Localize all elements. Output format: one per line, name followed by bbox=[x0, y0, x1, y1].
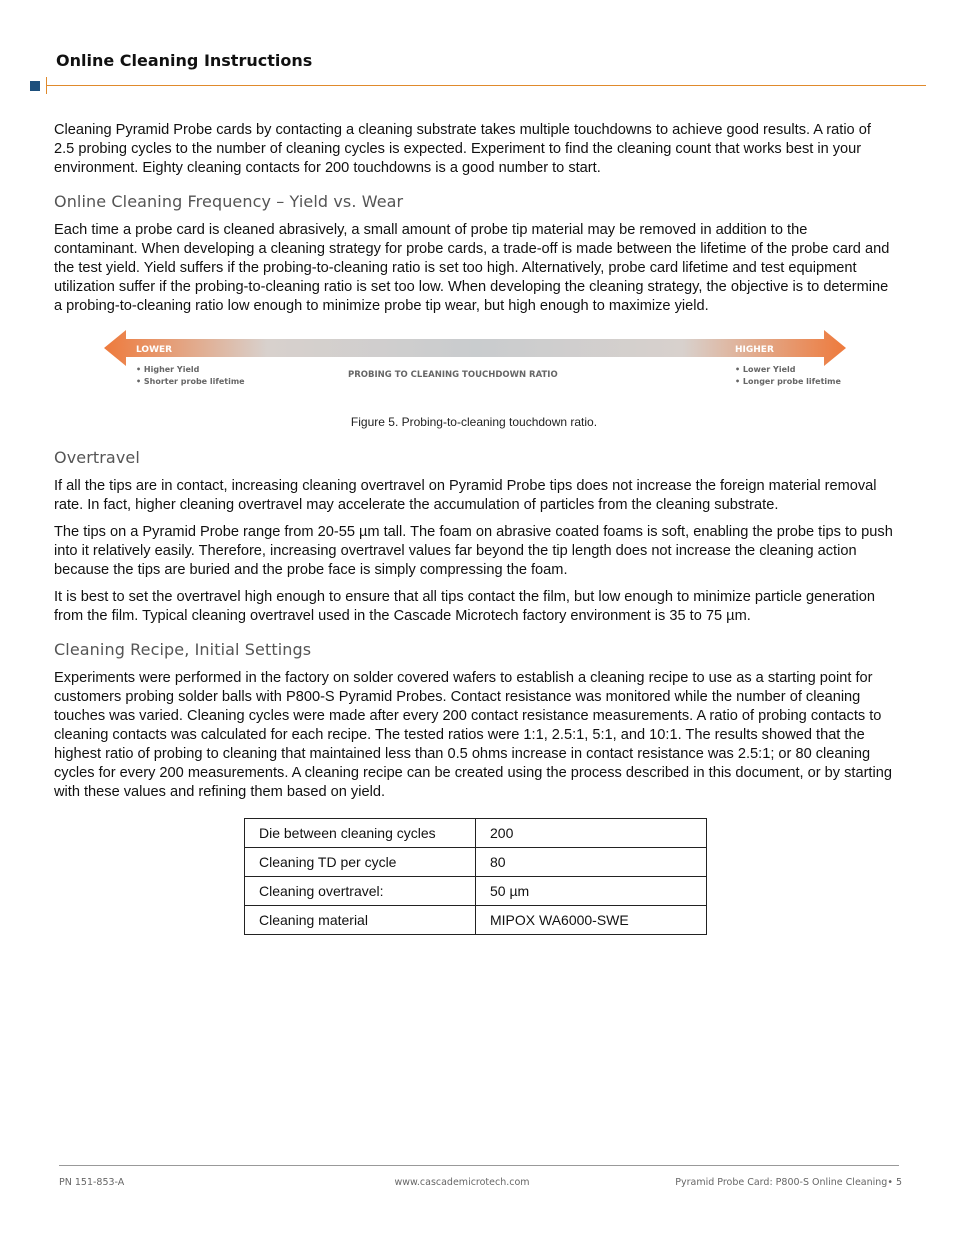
table-row bbox=[245, 906, 707, 935]
ratio-arrow-graphic bbox=[102, 330, 848, 398]
figure-caption: Figure 5. Probing-to-cleaning touchdown ratio. bbox=[350, 415, 598, 429]
frequency-paragraph: Each time a probe card is cleaned abrasively, a small amount of probe tip material may be removed in addition to the contaminant. When developing a cleaning strategy for probe cards, a trade-off is made between the lifetime of the probe card and the test yield. Yield suffers if the probing-to-cleaning ratio is set too high. Alternatively, probe card lifetime and test equipment utilization suffer if the probing-to-cleaning ratio is set too low. When developing the cleaning strategy, the objective is to determine a probing-to-cleaning ratio low enough to minimize probe tip wear, but high enough to maximize yield. bbox=[54, 222, 890, 314]
table-cell-value: MIPOX WA6000-SWE bbox=[476, 906, 707, 935]
document-body bbox=[54, 121, 894, 935]
footer-page-title: Pyramid Probe Card: P800-S Online Cleaning• 5 bbox=[675, 1177, 902, 1188]
left-bullet-lifetime: • Shorter probe lifetime bbox=[136, 377, 245, 386]
page-header-title: Online Cleaning Instructions bbox=[56, 51, 313, 70]
section-heading-recipe: Cleaning Recipe, Initial Settings bbox=[54, 640, 312, 659]
higher-label: HIGHER bbox=[735, 345, 774, 355]
header-accent-square bbox=[30, 81, 40, 91]
footer-website: www.cascademicrotech.com bbox=[394, 1177, 530, 1188]
table-cell-label: Cleaning material bbox=[245, 906, 476, 935]
table-cell-value: 50 µm bbox=[476, 877, 707, 906]
right-bullet-yield: • Lower Yield bbox=[735, 365, 796, 374]
table-row bbox=[245, 819, 707, 848]
overtravel-paragraph-1: If all the tips are in contact, increasing cleaning overtravel on Pyramid Probe tips does not increase the foreign material removal rate. In fact, higher cleaning overtravel may accelerate the accumulation of particles from the cleaning substrate. bbox=[54, 478, 877, 513]
table-cell-label: Cleaning overtravel: bbox=[245, 877, 476, 906]
table-row bbox=[245, 877, 707, 906]
left-bullet-yield: • Higher Yield bbox=[136, 365, 200, 374]
center-axis-label: PROBING TO CLEANING TOUCHDOWN RATIO bbox=[348, 370, 558, 380]
table-cell-label: Die between cleaning cycles bbox=[245, 819, 476, 848]
ratio-figure bbox=[54, 330, 894, 434]
section-heading-frequency: Online Cleaning Frequency – Yield vs. Wear bbox=[54, 192, 404, 211]
table-cell-value: 200 bbox=[476, 819, 707, 848]
footer-rule bbox=[59, 1165, 899, 1166]
table-row bbox=[245, 848, 707, 877]
section-heading-overtravel: Overtravel bbox=[54, 448, 140, 467]
intro-paragraph: Cleaning Pyramid Probe cards by contacting a cleaning substrate takes multiple touchdowns to achieve good results. A ratio of 2.5 probing cycles to the number of cleaning cycles is expected. Experiment to find the cleaning count that works best in your environment. Eighty cleaning contacts for 200 touchdowns is a good number to start. bbox=[54, 122, 871, 176]
right-bullet-lifetime: • Longer probe lifetime bbox=[735, 377, 841, 386]
lower-label: LOWER bbox=[136, 345, 173, 355]
table-cell-value: 80 bbox=[476, 848, 707, 877]
table-cell-label: Cleaning TD per cycle bbox=[245, 848, 476, 877]
overtravel-paragraph-2: The tips on a Pyramid Probe range from 20-55 µm tall. The foam on abrasive coated foams is soft, enabling the probe tips to push into it relatively easily. Therefore, increasing overtravel values far beyond the tip length does not increase the cleaning action because the tips are buried and the probe face is simply compressing the foam. bbox=[54, 524, 893, 578]
footer-part-number: PN 151-853-A bbox=[59, 1177, 125, 1188]
header-rule bbox=[46, 85, 926, 86]
overtravel-paragraph-3: It is best to set the overtravel high enough to ensure that all tips contact the film, but low enough to minimize particle generation from the film. Typical cleaning overtravel used in the Cascade Microtech factory environment is 35 to 75 µm. bbox=[54, 589, 875, 624]
recipe-paragraph: Experiments were performed in the factory on solder covered wafers to establish a cleaning recipe to use as a starting point for customers probing solder balls with P800-S Pyramid Probes. Contact resistance was monitored while the number of cleaning touches was varied. Cleaning cycles were made after every 200 contact resistance measurements. A ratio of probing contacts to cleaning contacts was calculated for each recipe. The tested ratios were 1:1, 2.5:1, 5:1, and 10:1. The results showed that the highest ratio of probing to cleaning that maintained less than 0.5 ohms increase in contact resistance was 2.5:1; or 80 cleaning cycles for every 200 measurements. A cleaning recipe can be created using the process described in this document, or by starting with these values and refining them based on yield. bbox=[54, 670, 892, 800]
settings-table bbox=[244, 818, 707, 935]
